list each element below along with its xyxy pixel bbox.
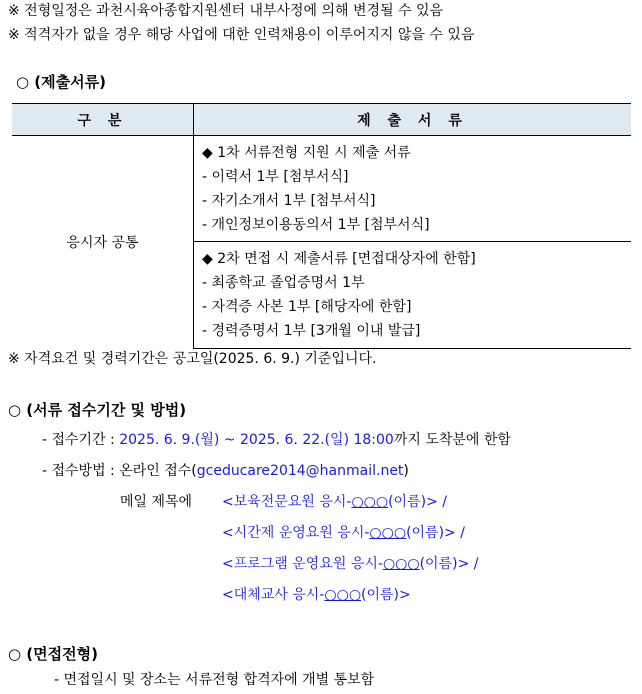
section-title-application: ○ (서류 접수기간 및 방법)	[8, 401, 187, 419]
subject-suffix: (이름)> /	[419, 556, 479, 572]
subject-format-line	[222, 524, 465, 542]
list-item: - 최종학교 졸업증명서 1부	[202, 275, 365, 291]
application-period	[42, 431, 511, 449]
document-group-interview	[194, 242, 632, 349]
subject-name-mark: ○○○	[369, 525, 407, 541]
table-header-documents: 제 출 서 류	[194, 104, 632, 136]
list-item: - 경력증명서 1부 [3개월 이내 발급]	[202, 323, 421, 339]
mail-subject-label: 메일 제목에	[120, 494, 193, 510]
subject-prefix: <대체교사 응시-	[222, 587, 325, 603]
group1-heading: ◆ 1차 서류전형 지원 시 제출 서류	[202, 145, 411, 161]
table-header-category: 구 분	[12, 104, 194, 136]
list-item: - 자격증 사본 1부 [해당자에 한함]	[202, 299, 412, 315]
document-group-first-round	[194, 136, 632, 242]
section-title-documents: ○ (제출서류)	[16, 73, 106, 91]
note-schedule-change: ※ 전형일정은 과천시육아종합지원센터 내부사정에 의해 변경될 수 있음	[8, 3, 444, 19]
method-label: - 접수방법 : 온라인 접수(	[42, 463, 197, 479]
subject-format-line	[222, 586, 411, 604]
list-item: - 자기소개서 1부 [첨부서식]	[202, 193, 376, 209]
note-no-hire: ※ 적격자가 없을 경우 해당 사업에 대한 인력채용이 이루어지지 않을 수 있음	[8, 27, 475, 43]
list-item: - 개인정보이용동의서 1부 [첨부서식]	[202, 217, 430, 233]
subject-format-line	[222, 493, 447, 511]
subject-suffix: (이름)> /	[406, 525, 465, 541]
subject-prefix: <보육전문요원 응시-	[222, 494, 352, 510]
method-suffix: )	[403, 463, 409, 479]
application-email-link[interactable]: gceducare2014@hanmail.net	[196, 463, 404, 479]
subject-prefix: <시간제 운영요원 응시-	[222, 525, 370, 541]
subject-format-line	[222, 555, 478, 573]
documents-table	[12, 103, 631, 349]
application-method	[42, 462, 409, 480]
subject-name-mark: ○○○	[382, 556, 420, 572]
list-item: - 이력서 1부 [첨부서식]	[202, 169, 349, 185]
subject-name-mark: ○○○	[324, 587, 362, 603]
period-label: - 접수기간 :	[42, 432, 120, 448]
subject-prefix: <프로그램 운영요원 응시-	[222, 556, 383, 572]
group2-heading: ◆ 2차 면접 시 제출서류 [면접대상자에 한함]	[202, 251, 476, 267]
subject-suffix: (이름)> /	[388, 494, 447, 510]
period-value: 2025. 6. 9.(월) ~ 2025. 6. 22.(일) 18:00	[119, 432, 394, 448]
row-label-common: 응시자 공통	[12, 136, 194, 349]
section-title-interview: ○ (면접전형)	[8, 645, 98, 663]
subject-suffix: (이름)>	[361, 587, 411, 603]
subject-name-mark: ○○○	[351, 494, 389, 510]
period-suffix: 까지 도착분에 한함	[393, 432, 511, 448]
interview-notice: - 면접일시 및 장소는 서류전형 합격자에 개별 통보함	[54, 672, 375, 688]
note-qualification-basis: ※ 자격요건 및 경력기간은 공고일(2025. 6. 9.) 기준입니다.	[8, 351, 377, 367]
